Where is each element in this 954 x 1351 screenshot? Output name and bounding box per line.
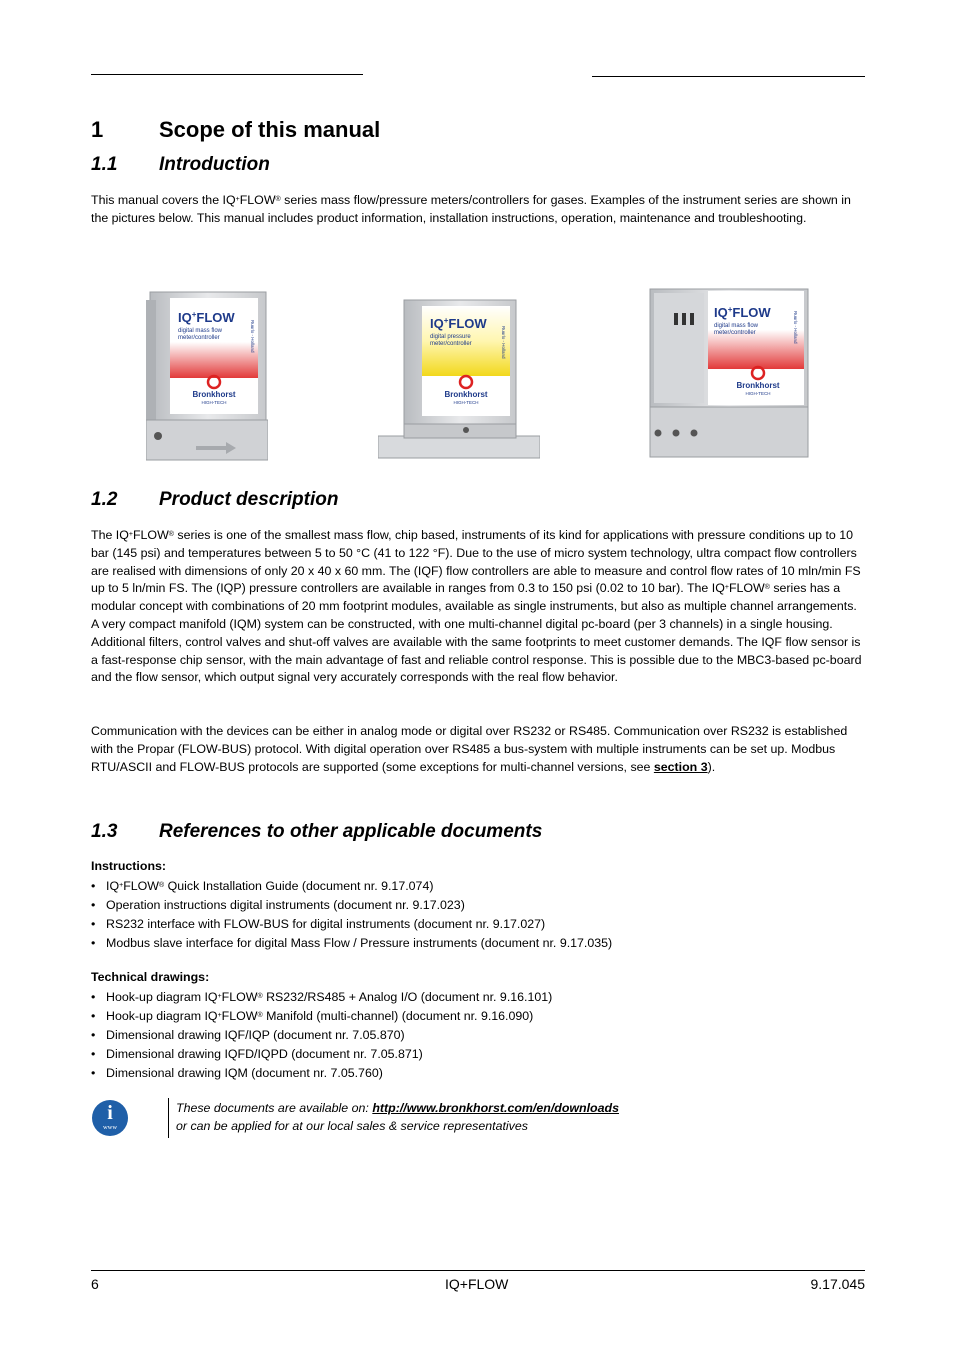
intro-sup-reg: ® [275,196,281,203]
product-sup-reg: ® [168,531,174,538]
intro-text-1: This manual covers the IQ [91,193,236,207]
note-text: or can be applied for at our local sales & service representatives [176,1119,528,1133]
product-text: series has a modular concept with combinations of 20 mm footprint modules, available as single instruments, but also as multiple channel arrangements. A very compact manifold (IQM) system can be constructed, with one multi-channel digital pc-board (per 3 channels) in a single housing. Additional filters, control valves and shut-off valves are available with the same footprints to meet customer demands. The IQF flow sensor is a fast-response chip sensor, with the main advantage of fast and reliable control response. This is possible due to the MBC3-based pc-board and the flow sensor, which output signal very accurately corresponds with the real flow behavior. [91,581,862,685]
list-item-text: Manifold (multi-channel) (document nr. 9.16.090) [262,1009,534,1023]
list-item-text: Hook-up diagram IQ [106,1009,218,1023]
section-title-text: References to other applicable documents [159,821,543,842]
section-references-title [91,821,542,843]
list-item-text: Modbus slave interface for digital Mass Flow / Pressure instruments (document nr. 9.17.035) [106,936,613,950]
list-item [91,1064,552,1083]
list-item-sup: + [217,1012,222,1019]
section-number: 1.1 [91,154,118,175]
header-rule-right [592,76,865,77]
list-item-sup: ® [158,882,165,889]
section-title-text: Product description [159,489,339,510]
list-item-sup: + [217,993,222,1000]
product-sup-reg: ® [764,584,770,592]
device-brand-sub: HIGH-TECH [745,391,771,396]
section-title-text: Introduction [159,154,270,175]
info-icon-letter: i [107,1102,113,1124]
device-brand-sub: HIGH-TECH [201,400,227,405]
footer-doc-number: 9.17.045 [810,1276,865,1292]
list-item-text: FLOW [123,879,159,893]
list-item [91,988,552,1007]
section-number: 1.2 [91,489,118,510]
note-text: These documents are available on: [176,1101,373,1115]
device-brand: Bronkhorst [192,390,236,399]
device-image-iqp [378,296,540,461]
section-introduction-title [91,154,270,176]
list-item [91,877,612,896]
section-product-title [91,489,338,511]
list-item-text: Dimensional drawing IQM (document nr. 7.05.760) [106,1066,383,1080]
list-item [91,1007,552,1026]
device-desc: digital mass flow [714,323,759,329]
product-text: FLOW [728,581,765,596]
product-text: Communication with the devices can be either in analog mode or digital over RS232 or RS485. Communication over RS232 is established with the Propar (FLOW-BUS) protocol. With digital operation over RS485 a bus-system with multiple instruments can be set up. Modbus RTU/ASCII and FLOW-BUS protocols are supported (some exceptions for multi-channel versions, see [91,724,848,774]
list-item-text: Dimensional drawing IQFD/IQPD (document nr. 7.05.871) [106,1047,423,1061]
device-brand-sub: HIGH-TECH [453,400,479,405]
product-sup-plus: + [128,531,133,538]
product-paragraph-2 [91,723,866,776]
product-text: FLOW [132,528,169,542]
instructions-list [91,877,612,953]
list-item-text: FLOW [221,990,258,1004]
footer-product: IQ+FLOW [445,1276,509,1292]
list-item-text: IQ [106,879,120,893]
device-brand: Bronkhorst [736,381,780,390]
list-item-text: RS232/RS485 + Analog I/O (document nr. 9.16.101) [262,990,553,1004]
instructions-label: Instructions: [91,859,167,873]
device-desc: digital mass flow [178,328,223,334]
drawings-label: Technical drawings: [91,970,210,984]
intro-text-3: series mass flow/pressure meters/controllers for gases. Examples of the instrument series are shown in the pictures below. This manual includes product information, installation instructions, operation, maintenance and troubleshooting. [91,193,851,225]
list-item-sup: ® [257,993,263,1000]
footer-page-number: 6 [91,1276,99,1292]
device-side-text: Ruurlo - Holland [793,311,798,344]
list-item-text: FLOW [221,1009,258,1023]
list-item-text: Operation instructions digital instruments (document nr. 9.17.023) [106,898,465,912]
device-logo: IQ+FLOW [430,316,487,331]
device-logo: IQ+FLOW [714,305,771,320]
header-rule-left [91,74,363,75]
device-desc: meter/controller [430,341,472,347]
list-item-sup: ® [257,1012,263,1019]
intro-sup-plus: + [235,196,240,203]
list-item [91,1045,552,1064]
list-item [91,915,612,934]
device-logo: IQ+FLOW [178,310,235,325]
device-desc: digital pressure [430,334,471,340]
product-text: ). [707,759,716,774]
chapter-title [91,117,380,143]
list-item-text: Quick Installation Guide (document nr. 9.17.074) [164,879,434,893]
introduction-paragraph [91,192,866,228]
section-number: 1.3 [91,821,118,842]
product-text: The IQ [91,528,129,542]
downloads-link[interactable]: http://www.bronkhorst.com/en/downloads [372,1101,619,1115]
info-icon-text: www [102,1124,118,1131]
device-image-iqm [648,283,810,461]
list-item-sup: + [119,882,124,889]
drawings-list [91,988,552,1083]
product-paragraph-1 [91,527,866,687]
footer-rule [91,1270,865,1271]
list-item [91,896,612,915]
list-item [91,934,612,953]
list-item-text: RS232 interface with FLOW-BUS for digital instruments (document nr. 9.17.027) [106,917,546,931]
chapter-number: 1 [91,117,104,142]
note-divider [168,1098,169,1138]
section-3-link[interactable]: section 3 [653,759,708,774]
intro-text-2: FLOW [239,193,276,207]
chapter-title-text: Scope of this manual [159,117,381,142]
device-side-text: Ruurlo - Holland [250,320,255,353]
device-brand: Bronkhorst [444,390,488,399]
download-note [176,1099,619,1135]
device-image-iqf [146,290,268,462]
list-item-text: Dimensional drawing IQF/IQP (document nr. 7.05.870) [106,1028,405,1042]
info-icon [92,1100,128,1136]
device-side-text: Ruurlo - Holland [501,326,506,359]
list-item-text: Hook-up diagram IQ [106,990,218,1004]
device-desc: meter/controller [178,335,220,341]
device-desc: meter/controller [714,330,756,336]
product-sup-plus: + [724,584,729,592]
list-item [91,1026,552,1045]
product-text: series is one of the smallest mass flow, chip based, instruments of its kind for applications with pressure conditions up to 10 bar (145 psi) and temperatures between 5 to 50 °C (41 to 122 °F). Due to the use of micro system technology, ultra compact flow controllers are realised with dimensions of only 20 x 40 x 60 mm. The (IQF) flow controllers are able to measure and control flow rates of 10 mln/min FS up to 5 ln/min FS. The (IQP) pressure controllers are available in ranges from 0.3 to 150 psi (0.02 to 10 bar). The IQ [91,528,861,596]
